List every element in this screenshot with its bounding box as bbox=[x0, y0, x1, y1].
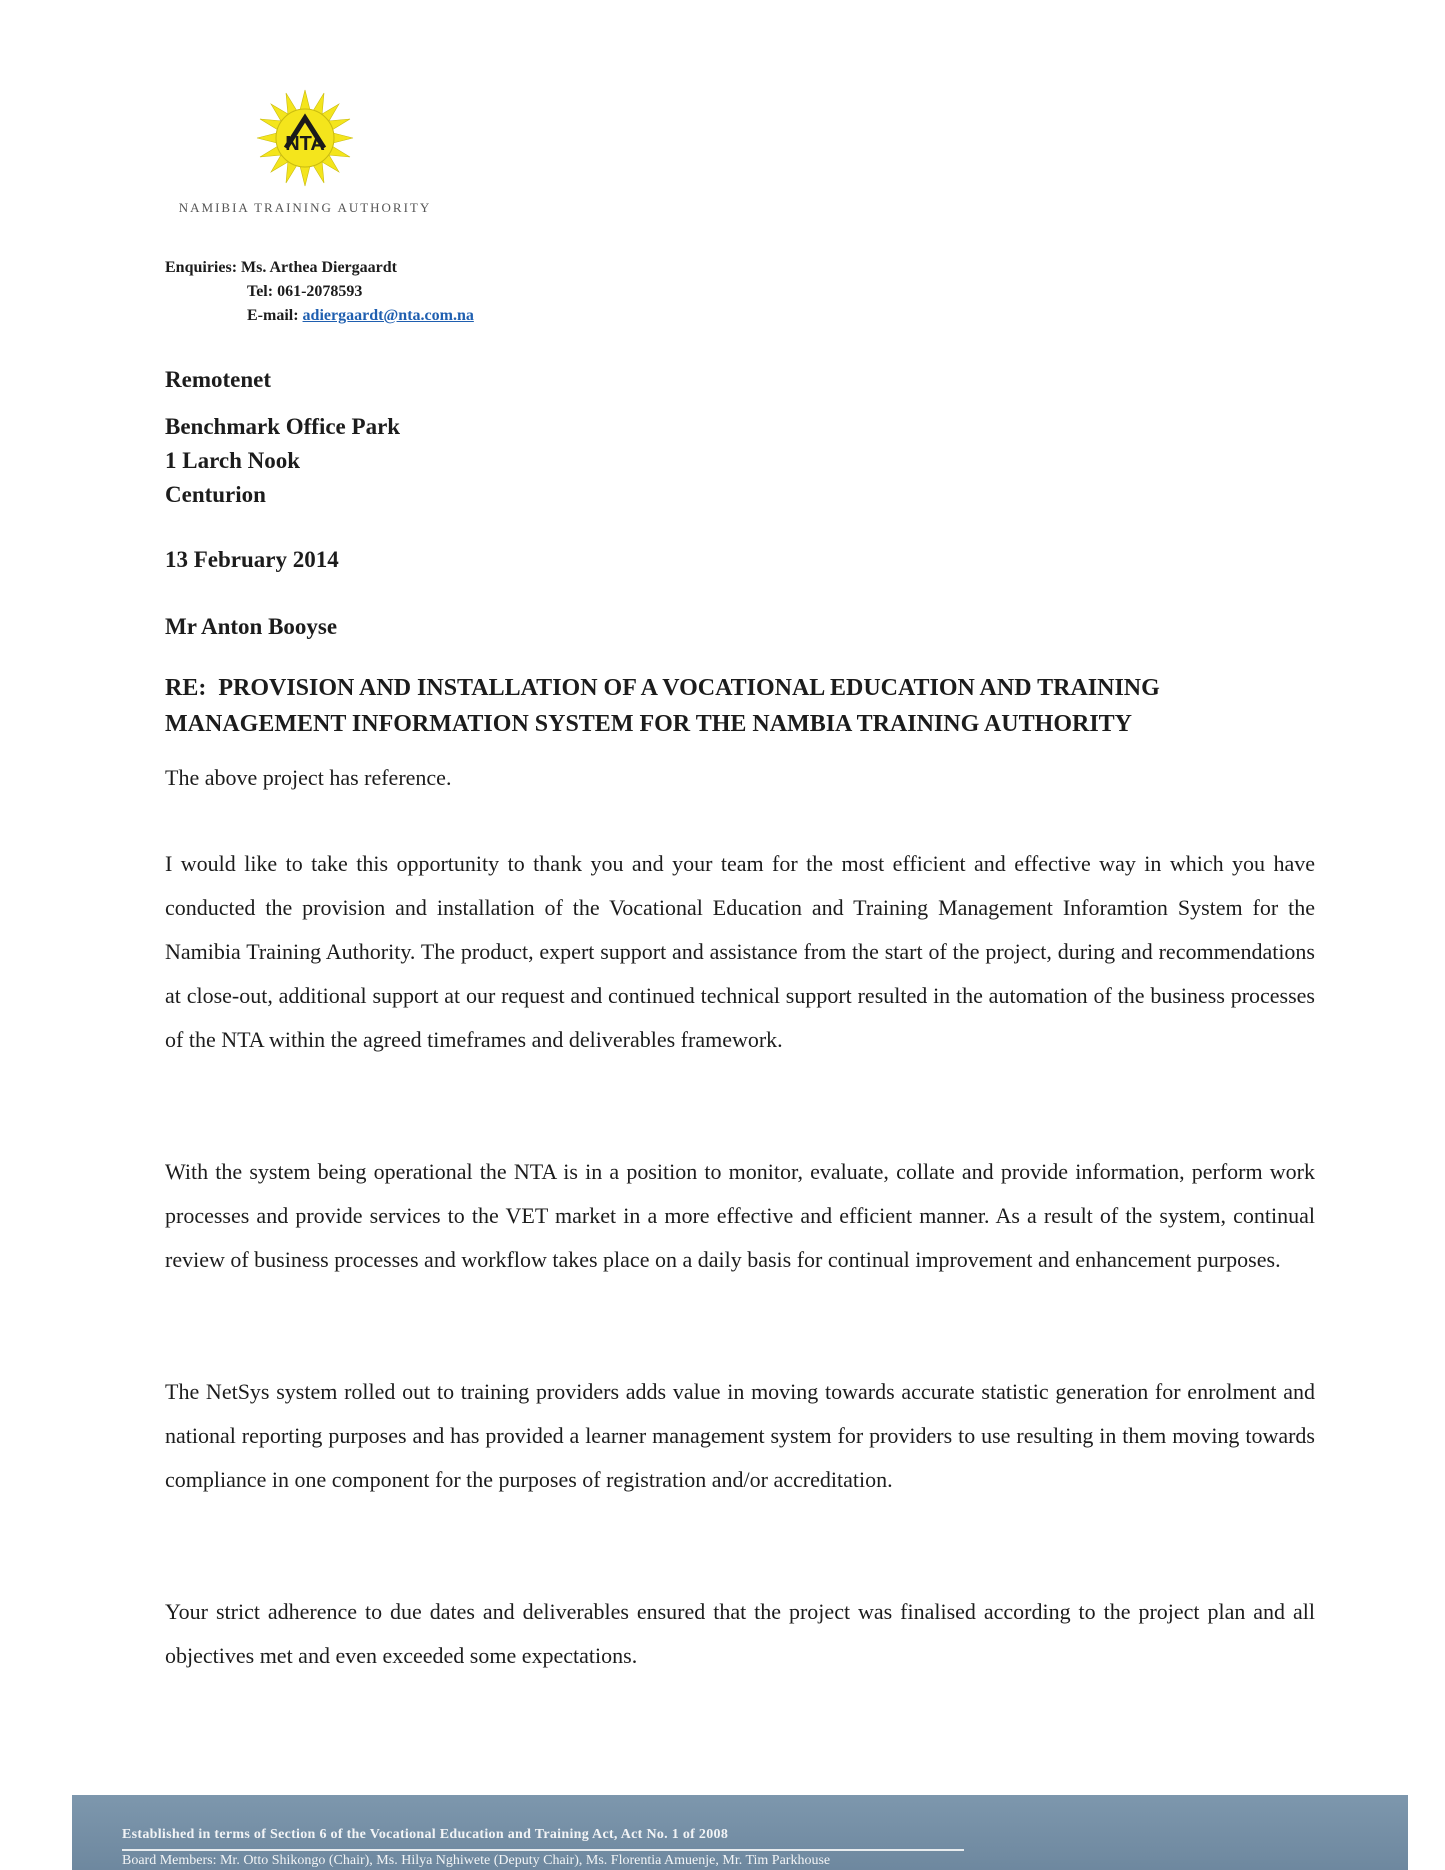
recipient-address bbox=[165, 410, 400, 512]
subject-line bbox=[165, 670, 1335, 742]
body-paragraph-1: I would like to take this opportunity to thank you and your team for the most efficient and effective way in which you have conducted the provision and installation of the Vocational Education and Training Management Inforamtion System for the Namibia Training Authority. The product, expert support and assistance from the start of the project, during and recommendations at close-out, additional support at our request and continued technical support resulted in the automation of the business processes of the NTA within the agreed timeframes and deliverables framework. bbox=[165, 851, 1315, 1052]
enquiries-label: Enquiries: bbox=[165, 259, 238, 276]
email-label: E-mail: bbox=[247, 307, 299, 324]
email-link[interactable]: adiergaardt@nta.com.na bbox=[302, 307, 474, 324]
recipient-company: Remotenet bbox=[165, 367, 272, 392]
subject-prefix: RE: bbox=[165, 675, 207, 701]
logo-text: NTA bbox=[285, 133, 325, 155]
subject-line-1: PROVISION AND INSTALLATION OF A VOCATIONAL EDUCATION AND TRAINING bbox=[218, 675, 1160, 701]
nta-sun-logo bbox=[255, 88, 355, 188]
salutation: Mr Anton Booyse bbox=[165, 614, 338, 639]
footer-board-members: Board Members: Mr. Otto Shikongo (Chair), Ms. Hilya Nghiwete (Deputy Chair), Ms. Florentia Amuenje, Mr. Tim Parkhouse bbox=[122, 1853, 831, 1868]
body-paragraph-4: Your strict adherence to due dates and deliverables ensured that the project was finalised according to the project plan and all objectives met and even exceeded some expectations. bbox=[165, 1599, 1315, 1668]
tel-number: 061-2078593 bbox=[277, 283, 363, 300]
address-line: Benchmark Office Park bbox=[165, 414, 401, 439]
address-line: Centurion bbox=[165, 482, 266, 507]
address-line: 1 Larch Nook bbox=[165, 448, 301, 473]
body-paragraph-2: With the system being operational the NTA is in a position to monitor, evaluate, collate and provide information, perform work processes and provide services to the VET market in a more effective and efficient manner. As a result of the system, continual review of business processes and workflow takes place on a daily basis for continual improvement and enhancement purposes. bbox=[165, 1159, 1315, 1272]
enquiries-block bbox=[165, 256, 474, 328]
footer-band bbox=[72, 1795, 1408, 1870]
body-paragraph-0: The above project has reference. bbox=[165, 765, 452, 790]
enquiries-name: Ms. Arthea Diergaardt bbox=[241, 259, 397, 276]
footer-establishment: Established in terms of Section 6 of the Vocational Education and Training Act, Act No. 1 of 2008 bbox=[122, 1827, 729, 1842]
letter-date: 13 February 2014 bbox=[165, 547, 339, 572]
footer-rule bbox=[122, 1849, 964, 1851]
tel-label: Tel: bbox=[247, 283, 274, 300]
subject-line-2: MANAGEMENT INFORMATION SYSTEM FOR THE NAMBIA TRAINING AUTHORITY bbox=[165, 711, 1132, 737]
organization-name: NAMIBIA TRAINING AUTHORITY bbox=[178, 200, 432, 215]
body-paragraph-3: The NetSys system rolled out to training providers adds value in moving towards accurate statistic generation for enrolment and national reporting purposes and has provided a learner management system for providers to use resulting in them moving towards compliance in one component for the purposes of registration and/or accreditation. bbox=[165, 1379, 1315, 1492]
